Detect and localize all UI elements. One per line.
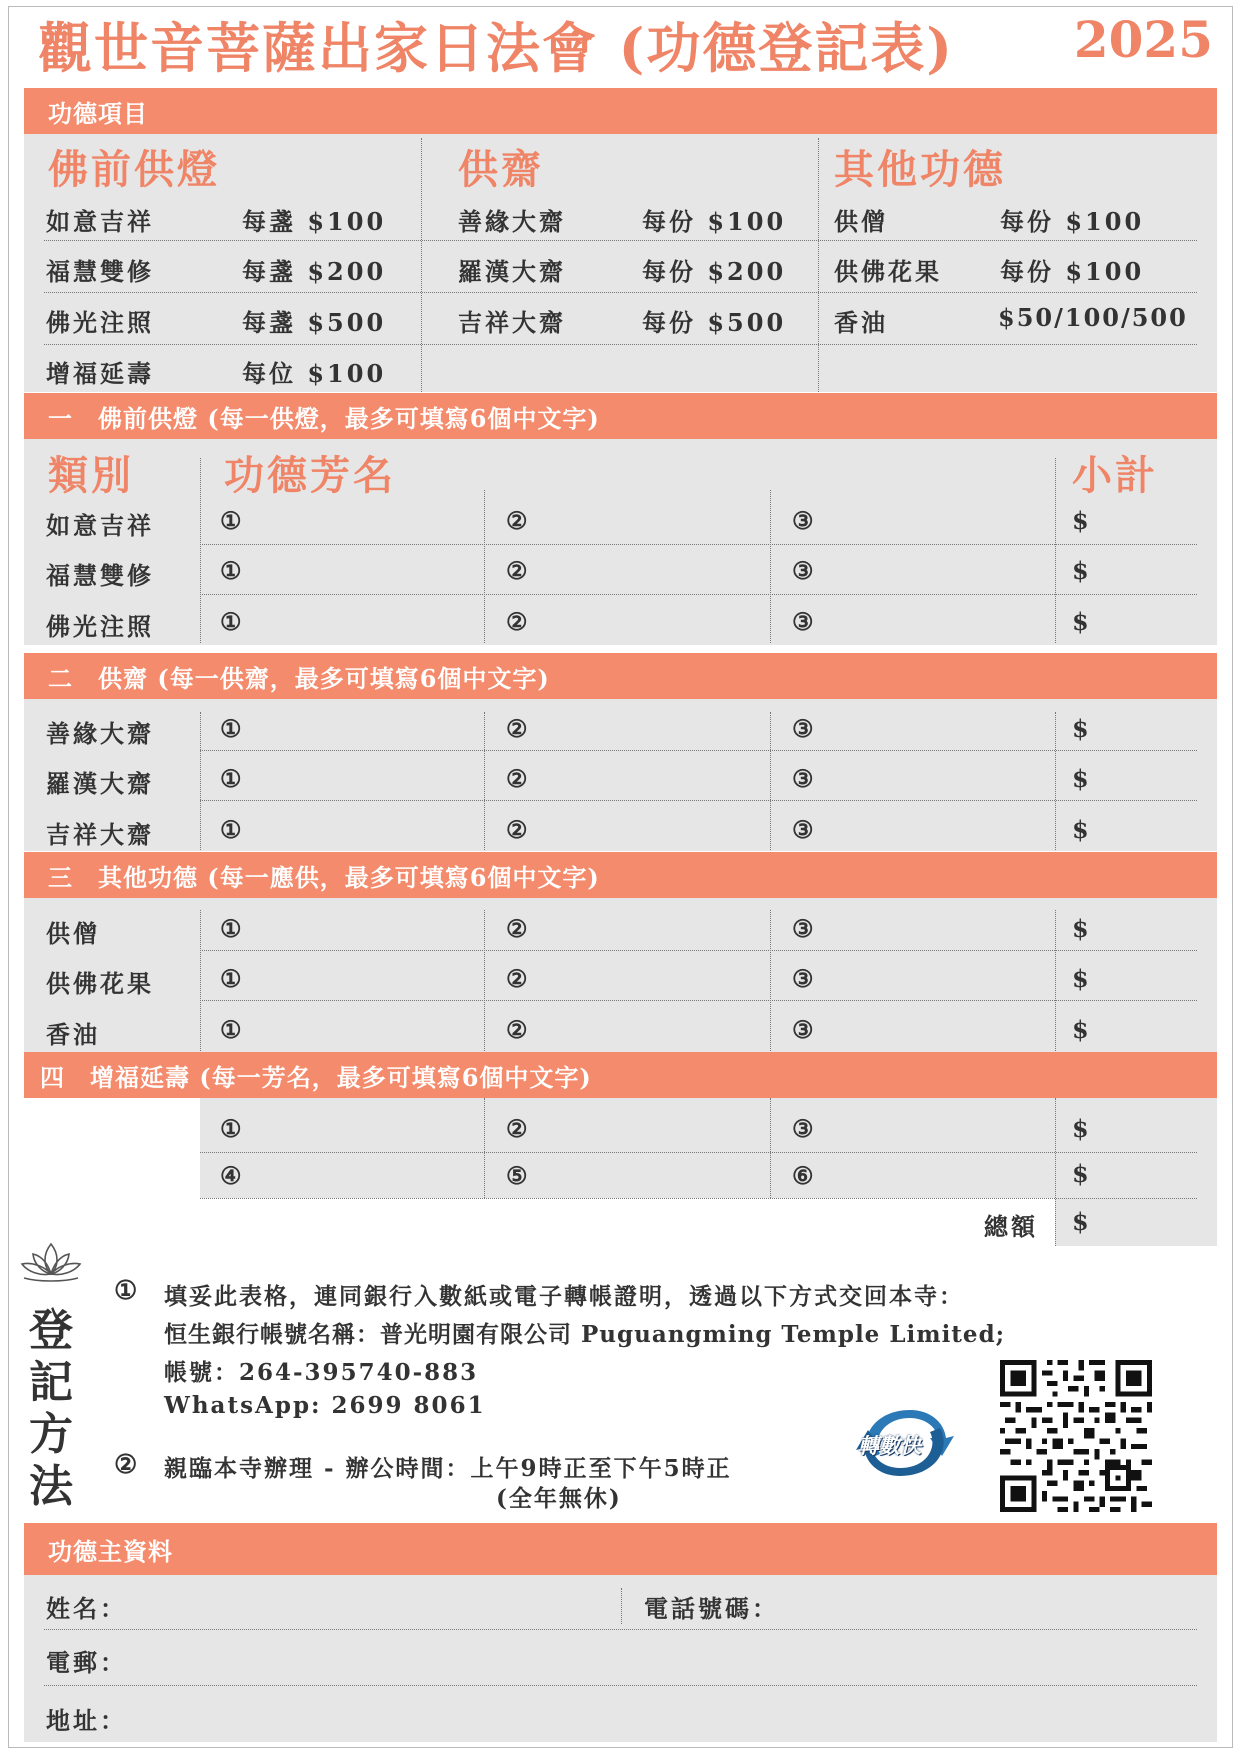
item-price: 每份 $200: [642, 257, 787, 286]
step1-line3: 帳號：264-395740-883: [164, 1359, 479, 1386]
row-label: 香油: [46, 1020, 100, 1049]
step1-line2: 恒生銀行帳號名稱：普光明園有限公司 Puguangming Temple Limited;: [164, 1321, 1006, 1348]
email-field-label: 電郵：: [46, 1648, 127, 1677]
row-label: 供佛花果: [46, 969, 154, 998]
item-name: 供僧: [834, 207, 888, 236]
heading-meal: 供齋: [458, 146, 544, 193]
step1-line4: WhatsApp: 2699 8061: [164, 1392, 486, 1419]
item-price: 每份 $500: [642, 308, 787, 337]
heading-other: 其他功德: [834, 146, 1006, 193]
fps-logo: [850, 1398, 960, 1488]
row-label: 福慧雙修: [46, 561, 154, 590]
item-name: 善緣大齋: [458, 207, 566, 236]
row-label: 如意吉祥: [46, 511, 154, 540]
item-name: 吉祥大齋: [458, 308, 566, 337]
section-1-bar: 一 佛前供燈 (每一供燈，最多可填寫6個中文字): [24, 393, 1217, 439]
row-label: 吉祥大齋: [46, 820, 154, 849]
items-bar: 功德項目: [24, 88, 1217, 134]
item-price: 每份 $100: [1000, 257, 1145, 286]
item-price: 每盞 $100: [242, 207, 387, 236]
phone-field-label: 電話號碼：: [644, 1594, 779, 1623]
page-title: 觀世音菩薩出家日法會 (功德登記表): [38, 16, 954, 80]
item-price: 每份 $100: [642, 207, 787, 236]
section-2-bar: 二 供齋 (每一供齋，最多可填寫6個中文字): [24, 653, 1217, 699]
section-2-panel: [24, 699, 1217, 851]
address-field-label: 地址：: [46, 1706, 127, 1735]
step2-line1: 親臨本寺辦理 - 辦公時間：上午9時正至下午5時正: [164, 1455, 732, 1482]
row-label: 供僧: [46, 919, 100, 948]
registration-title: 登記方法: [29, 1305, 73, 1512]
donor-bar: 功德主資料: [24, 1523, 1217, 1575]
item-name: 如意吉祥: [46, 207, 154, 236]
item-name: 增福延壽: [46, 359, 154, 388]
item-name: 福慧雙修: [46, 257, 154, 286]
heading-lamp: 佛前供燈: [48, 146, 220, 193]
section-3-bar: 三 其他功德 (每一應供，最多可填寫6個中文字): [24, 852, 1217, 898]
col-subtotal: 小計: [1072, 452, 1158, 499]
item-name: 佛光注照: [46, 308, 154, 337]
item-price: $50/100/500: [998, 303, 1188, 332]
row-label: 佛光注照: [46, 612, 154, 641]
lotus-icon: [18, 1238, 84, 1282]
section-1-panel: [24, 439, 1217, 645]
col-names: 功德芳名: [224, 452, 396, 499]
step1-line1: 填妥此表格，連同銀行入數紙或電子轉帳證明，透過以下方式交回本寺：: [164, 1283, 964, 1310]
item-name: 供佛花果: [834, 257, 942, 286]
qr-code-icon: [1000, 1360, 1152, 1512]
item-price: 每份 $100: [1000, 207, 1145, 236]
item-price: 每盞 $200: [242, 257, 387, 286]
row-label: 羅漢大齋: [46, 769, 154, 798]
page-year: 2025: [1073, 10, 1213, 69]
item-name: 羅漢大齋: [458, 257, 566, 286]
row-label: 善緣大齋: [46, 719, 154, 748]
section-3-panel: [24, 898, 1217, 1052]
item-name: 香油: [834, 308, 888, 337]
item-price: 每位 $100: [242, 359, 387, 388]
fps-label: 轉數快: [858, 1433, 921, 1458]
step2-line2: (全年無休): [496, 1485, 622, 1512]
total-label: 總額: [984, 1212, 1038, 1241]
name-field-label: 姓名：: [46, 1594, 127, 1623]
item-price: 每盞 $500: [242, 308, 387, 337]
section-4-panel: [200, 1098, 1217, 1198]
section-4-bar: 四 增福延壽 (每一芳名，最多可填寫6個中文字): [24, 1052, 1217, 1098]
col-category: 類別: [48, 452, 134, 499]
